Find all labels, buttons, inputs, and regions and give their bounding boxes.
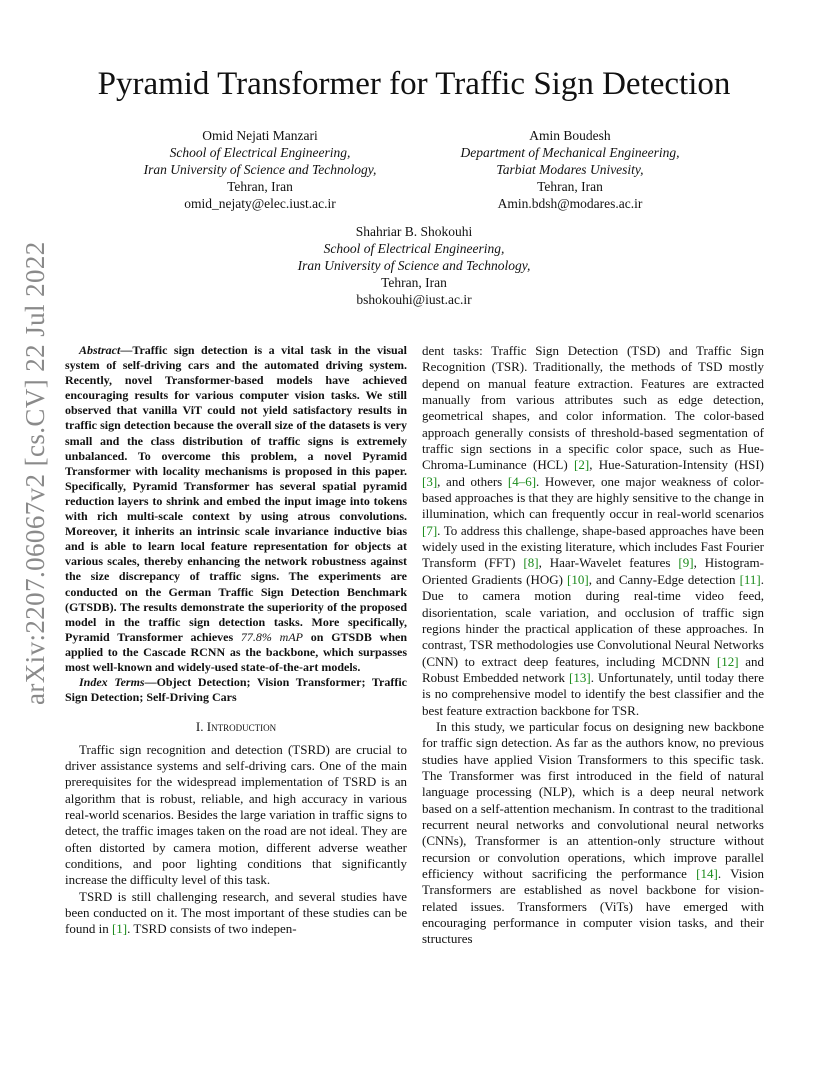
paragraph-text: . Unfortunately, until today there is no comprehensive model to identify the best classifier and the best feature extraction backbone for TSR. bbox=[422, 669, 764, 718]
paper-title: Pyramid Transformer for Traffic Sign Detection bbox=[97, 66, 731, 102]
citation-link[interactable]: [4–6] bbox=[507, 473, 537, 489]
section-heading: I. Introduction bbox=[195, 719, 277, 735]
paragraph-text: . Vision Transformers are established as novel backbone for vision-related issues. Transformers (ViTs) have emerged with encouraging performance in computer vision tasks, and their structures bbox=[422, 866, 765, 947]
intro-paragraph-1: Traffic sign recognition and detection (TSRD) are crucial to driver assistance systems and self-driving cars. One of the main prerequisites for the widespread implementation of TSRD is an algorithm that is robust, reliable, and high accuracy in various real-world scenarios. Besides the large variation in traffic signs to detect, the traffic images taken on the road are not ideal. They are often distorted by camera motion, different adverse weather conditions, and poor lighting conditions that significantly increase the difficulty level of this task. bbox=[65, 741, 407, 888]
author-block bbox=[420, 127, 720, 212]
abstract bbox=[65, 343, 407, 675]
abstract-text: —Traffic sign detection is a vital task in the visual system of self-driving cars and the automated driving system. Recently, novel Transformer-based models have achieved encouraging results for various computer vision tasks. We still observed that vanilla ViT could not yield satisfactory results in traffic sign detection because the overall size of the datasets is very small and the class distribution of traffic signs is extremely unbalanced. To overcome this problem, a novel Pyramid Transformer with locality mechanisms is proposed in this paper. Specifically, Pyramid Transformer has several spatial pyramid reduction layers to shrink and embed the input image into tokens with rich multi-scale context by using atrous convolutions. Moreover, it inherits an intrinsic scale invariance inductive bias and is able to learn local feature representation for objects at various scales, thereby enhancing the network robustness against the size discrepancy of traffic signs. The experiments are conducted on the German Traffic Sign Detection Benchmark (GTSDB). The results demonstrate the superiority of the proposed model in the traffic sign detection tasks. More specifically, Pyramid Transformer achieves bbox=[65, 343, 407, 644]
paragraph-text: In this study, we particular focus on designing new backbone for traffic sign detection. As far as the authors know, no previous studies have applied Vision Transformers to this specific task. The Transformer was first introduced in the field of natural language processing (NLP), which is a deep neural network based on a self-attention mechanism. In contrast to the traditional recurrent neural networks and convolutional neural networks (CNNs), Transformer is an attention-only structure without recursion or convolution operations, which improve parallel efficiency without sacrificing the performance bbox=[422, 718, 764, 881]
citation-link[interactable]: [7] bbox=[422, 522, 438, 538]
abstract-text-end: on GTSDB when applied to the Cascade RCNN as the backbone, which surpasses most well-known and widely-used state-of-the-art models. bbox=[65, 629, 407, 674]
abstract-label: Abstract bbox=[79, 343, 121, 357]
paragraph-text: , and others bbox=[437, 473, 508, 489]
index-terms-text: —Object Detection; Vision Transformer; Traffic Sign Detection; Self-Driving Cars bbox=[65, 675, 407, 705]
citation-link[interactable]: [8] bbox=[523, 555, 539, 571]
intro-paragraph-2-cont bbox=[422, 343, 764, 719]
citation-link[interactable]: [2] bbox=[574, 457, 590, 473]
intro-paragraph-2-start bbox=[65, 889, 407, 938]
author-block bbox=[110, 127, 410, 212]
paragraph-text: TSRD is still challenging research, and several studies have been conducted on it. The most important of these studies can be found in bbox=[65, 888, 407, 937]
paragraph-text: dent tasks: Traffic Sign Detection (TSD) and Traffic Sign Recognition (TSR). Traditionally, the methods of TSD mostly depend on manual feature extraction. Features are extracted manually from various attributes such as edge detection, geometrical shapes, and color information. The color-based approach generally consists of threshold-based segmentation of traffic sign sections in a specific color space, such as Hue-Chroma-Luminance (HCL) bbox=[422, 343, 764, 473]
author-department: School of Electrical Engineering, bbox=[323, 241, 505, 256]
paragraph-text: . To address this challenge, shape-based approaches have been widely used in the existing literature, which includes Fast Fourier Transform (FFT) bbox=[422, 522, 764, 571]
citation-link[interactable]: [10] bbox=[567, 571, 589, 587]
arxiv-watermark: arXiv:2207.06067v2 [cs.CV] 22 Jul 2022 bbox=[20, 241, 50, 705]
citation-link[interactable]: [1] bbox=[111, 921, 128, 937]
index-terms-label: Index Terms bbox=[79, 675, 145, 690]
author-location: Tehran, Iran bbox=[227, 179, 293, 194]
abstract-metric: 77.8% mAP bbox=[240, 629, 304, 644]
right-column bbox=[422, 343, 764, 948]
author-block bbox=[264, 223, 564, 308]
author-email[interactable]: omid_nejaty@elec.iust.ac.ir bbox=[184, 196, 336, 211]
paragraph-text: , Hue-Saturation-Intensity (HSI) bbox=[589, 457, 764, 473]
paragraph-text: . Due to camera motion during real-time video feed, disorientation, scale variation, and occlusion of traffic sign regions hinder the practical application of these approaches. In contrast, TSR methodologies use Convolutional Neural Networks (CNN) to extract deep features, including MCDNN bbox=[422, 571, 764, 669]
paragraph-text: . TSRD consists of two indepen- bbox=[127, 921, 297, 937]
author-institution: Tarbiat Modares Univesity, bbox=[496, 162, 644, 177]
author-institution: Iran University of Science and Technology, bbox=[143, 162, 377, 177]
citation-link[interactable]: [14] bbox=[696, 866, 718, 881]
paragraph-text: , Haar-Wavelet features bbox=[538, 555, 679, 571]
author-name: Shahriar B. Shokouhi bbox=[355, 224, 473, 239]
author-department: Department of Mechanical Engineering, bbox=[460, 145, 680, 160]
left-column bbox=[65, 343, 407, 938]
author-institution: Iran University of Science and Technology, bbox=[297, 258, 531, 273]
citation-link[interactable]: [3] bbox=[422, 473, 438, 489]
paragraph-text: , Histogram-Oriented Gradients (HOG) bbox=[422, 555, 764, 587]
author-location: Tehran, Iran bbox=[537, 179, 603, 194]
paragraph-text: , and Canny-Edge detection bbox=[588, 571, 740, 587]
author-email[interactable]: bshokouhi@iust.ac.ir bbox=[356, 292, 472, 307]
citation-link[interactable]: [9] bbox=[678, 555, 694, 571]
citation-link[interactable]: [11] bbox=[739, 571, 761, 587]
author-email[interactable]: Amin.bdsh@modares.ac.ir bbox=[497, 196, 643, 211]
author-department: School of Electrical Engineering, bbox=[169, 145, 351, 160]
citation-link[interactable]: [12] bbox=[716, 653, 739, 669]
index-terms bbox=[65, 675, 407, 705]
paragraph-text: . However, one major weakness of color-based approaches is that they are highly sensitive to the change in illumination, which can frequently occur in real-world scenarios bbox=[422, 473, 764, 522]
paragraph-text: and Robust Embedded network bbox=[422, 653, 764, 685]
citation-link[interactable]: [13] bbox=[569, 669, 591, 685]
author-location: Tehran, Iran bbox=[381, 275, 447, 290]
author-name: Amin Boudesh bbox=[529, 128, 611, 143]
intro-paragraph-3 bbox=[422, 719, 764, 948]
author-name: Omid Nejati Manzari bbox=[202, 128, 318, 143]
